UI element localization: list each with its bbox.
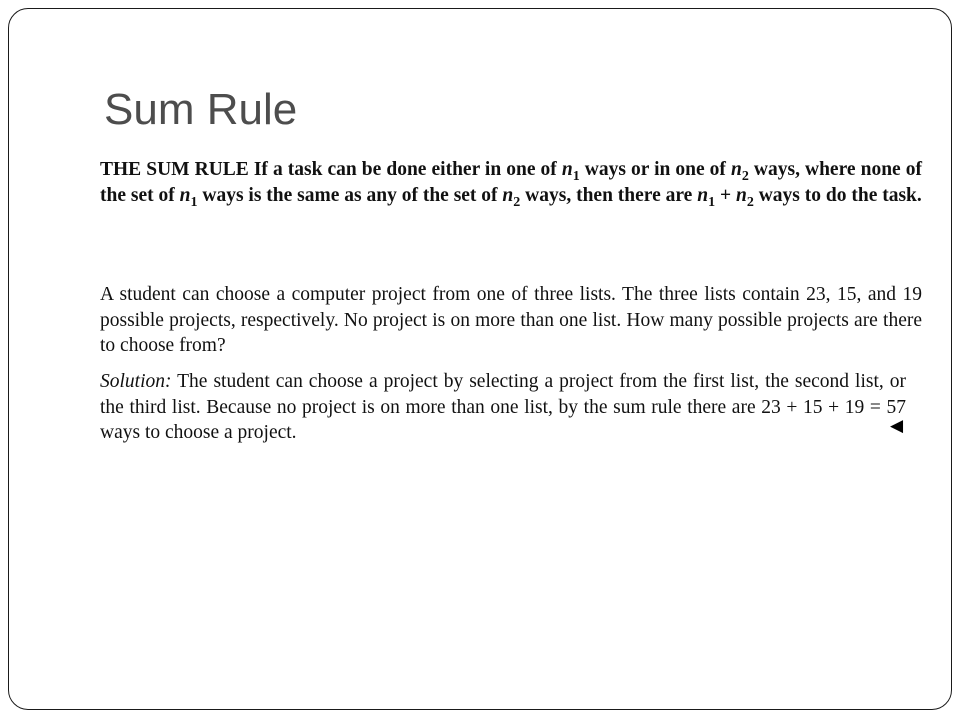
math-n1: $n_1$	[179, 184, 198, 210]
math-n1: $n_1$	[697, 184, 716, 210]
rule-text: ways or in one of	[579, 159, 731, 180]
rule-text: ways to do the task.	[753, 184, 922, 206]
example-solution	[100, 369, 906, 446]
sum-rule-definition	[100, 157, 922, 208]
solution-text: The student can choose a project by selecting a project from the first list, the second list, or the third list. Because no project is on more than one list, by the sum rule there are 23 + 15 + 19 = 57 ways to choose a project.	[100, 371, 906, 443]
slide-title: Sum Rule	[104, 85, 298, 134]
plus-sign: +	[715, 184, 736, 206]
sum-rule-lead: THE SUM RULE	[100, 159, 249, 180]
rule-text: ways, where none of the set of	[100, 159, 922, 206]
rule-text: ways, then there are	[520, 184, 698, 206]
end-of-solution-icon: ◀	[890, 416, 904, 436]
math-n2: $n_2$	[730, 159, 749, 184]
solution-lead: Solution:	[100, 371, 172, 392]
rule-text: ways is the same as any of the set of	[197, 184, 503, 206]
math-n1: $n_1$	[561, 159, 580, 184]
example-question: A student can choose a computer project from one of three lists. The three lists contain 23, 15, and 19 possible projects, respectively. No project is on more than one list. How many possible projects are there to choose from?	[100, 284, 922, 356]
rule-text: If a task can be done either in one of	[248, 159, 562, 180]
math-n2: $n_2$	[502, 184, 521, 210]
math-n2: $n_2$	[735, 184, 754, 210]
